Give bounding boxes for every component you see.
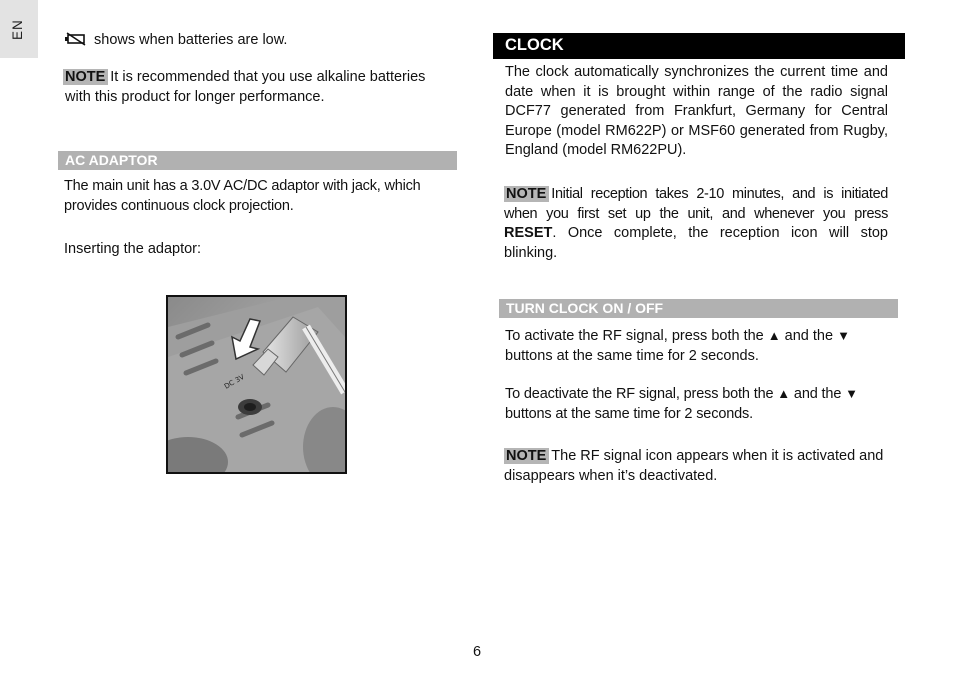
up-arrow-icon: ▲ [767,328,781,343]
activate-instruction: To activate the RF signal, press both the ▲ and the ▼ buttons at the same time for 2 seconds. [505,328,850,364]
dc-jack-label: DC 3V [223,372,246,391]
adaptor-illustration [168,297,345,472]
note-badge: NOTE [504,448,549,464]
note-alkaline-line2: with this product for longer performance. [65,88,325,105]
ac-adaptor-line2: provides continuous clock projection. [64,197,294,214]
note-badge: NOTE [63,69,108,85]
section-header-ac-adaptor: AC ADAPTOR [58,151,457,170]
clock-paragraph: The clock automatically synchronizes the current time and date when it is brought within range of the radio signal DCF77 generated from Frankfurt, Germany for Central Europe (model RM622P) or MSF60 generated from Rugby, England (model RM622PU). [505,64,888,158]
reset-keyword: RESET [504,225,553,241]
section-header-turn-clock: TURN CLOCK ON / OFF [499,299,898,318]
low-battery-line [64,31,464,51]
note-initial-reception [504,185,888,263]
down-arrow-icon: ▼ [837,328,850,343]
note-alkaline [63,68,463,107]
low-battery-text: shows when batteries are low. [94,32,288,48]
ac-adaptor-line1: The main unit has a 3.0V AC/DC adaptor with jack, which [64,178,421,194]
down-arrow-icon: ▼ [845,386,858,401]
inserting-adaptor-text: Inserting the adaptor: [64,241,202,257]
note-reception-text-after: . Once complete, the reception icon will stop blinking. [504,225,888,261]
language-tab [0,0,38,58]
deactivate-instruction: To deactivate the RF signal, press both the ▲ and the ▼ buttons at the same time for 2 seconds. [505,386,858,422]
note-badge: NOTE [504,186,549,202]
up-arrow-icon: ▲ [777,386,791,401]
adaptor-insertion-figure [166,295,347,474]
note-rf-signal [504,447,894,486]
low-battery-icon [64,32,88,46]
language-tab-label: EN [10,19,25,40]
page-number: 6 [472,644,482,660]
note-rf-text: The RF signal icon appears when it is activated and disappears when it’s deactivated. [504,448,884,484]
note-alkaline-line1: It is recommended that you use alkaline batteries [110,69,426,85]
section-header-clock: CLOCK [493,33,905,59]
ac-adaptor-paragraph [64,177,464,216]
note-reception-text: Initial reception takes 2-10 minutes, and is initiated when you first set up the unit, and whenever you press [504,186,888,222]
